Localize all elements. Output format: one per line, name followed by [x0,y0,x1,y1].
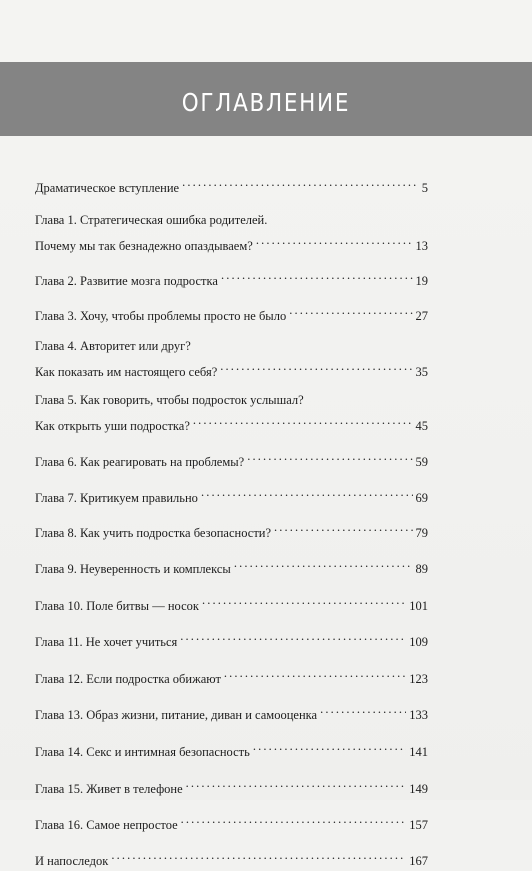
toc-entry[interactable] [35,172,428,198]
dot-leader [182,172,419,192]
toc-entry-line [35,699,428,725]
toc-page-number: 59 [415,455,428,469]
toc-entry-title: Глава 12. Если подростка обижают [35,672,221,686]
dot-leader [221,265,413,285]
header-band [0,62,532,136]
toc-entry-title: Почему мы так безнадежно опаздываем? [35,239,253,253]
toc-entry-title: Глава 14. Секс и интимная безопасность [35,745,250,759]
toc-entry[interactable] [35,626,428,652]
toc-entry[interactable] [35,553,428,579]
dot-leader [247,446,412,466]
page-title: ОГЛАВЛЕНИЕ [181,87,351,117]
dot-leader [202,590,406,610]
toc-entry[interactable] [35,845,428,871]
toc-entry-title: Глава 3. Хочу, чтобы проблемы просто не было [35,309,287,323]
dot-leader [253,736,406,756]
toc-entry[interactable] [35,390,428,436]
dot-leader [220,356,412,376]
toc-page-number: 27 [415,309,428,323]
toc-entry-title: Как показать им настоящего себя? [35,365,218,379]
toc-entry-line [35,773,428,799]
toc-entry-line [35,265,428,291]
toc-entry-line [35,172,428,198]
toc-entry[interactable] [35,265,428,291]
toc-entry-title: Глава 1. Стратегическая ошибка родителей. [35,213,268,227]
dot-leader [289,300,412,320]
dot-leader [274,517,412,537]
toc-entry[interactable] [35,517,428,543]
toc-page-number: 149 [409,782,428,796]
dot-leader [234,553,413,573]
toc-entry-line [35,809,428,835]
toc-entry-line [35,210,428,230]
toc-entry[interactable] [35,773,428,799]
toc-entry[interactable] [35,663,428,689]
dot-leader [256,230,413,250]
toc-page-number: 89 [415,562,428,576]
toc-entry-line [35,663,428,689]
toc-page-number: 5 [421,181,428,195]
toc-entry-line [35,517,428,543]
toc-entry[interactable] [35,482,428,508]
toc-entry-line [35,553,428,579]
toc-entry-line [35,356,428,382]
toc-page-number: 101 [409,599,428,613]
dot-leader [111,845,406,865]
toc-entry-title: Глава 5. Как говорить, чтобы подросток услышал? [35,393,304,407]
toc-entry-title: Глава 16. Самое непростое [35,818,178,832]
toc-entry-line [35,482,428,508]
toc-page-number: 69 [415,491,428,505]
dot-leader [320,699,406,719]
table-of-contents [35,162,428,871]
toc-entry[interactable] [35,809,428,835]
toc-entry-line [35,590,428,616]
dot-leader [181,809,407,829]
toc-entry-line [35,230,428,256]
toc-entry-line [35,446,428,472]
toc-entry-title: Глава 6. Как реагировать на проблемы? [35,455,245,469]
toc-page-number: 109 [409,635,428,649]
toc-entry[interactable] [35,336,428,382]
toc-entry-line [35,736,428,762]
toc-entry-title: Глава 4. Авторитет или друг? [35,339,191,353]
dot-leader [193,410,413,430]
toc-entry-title: Глава 15. Живет в телефоне [35,782,183,796]
toc-entry[interactable] [35,300,428,326]
toc-entry-title: Глава 10. Поле битвы — носок [35,599,199,613]
toc-entry-title: И напоследок [35,854,109,868]
toc-entry[interactable] [35,590,428,616]
toc-page-number: 123 [409,672,428,686]
dot-leader [201,482,413,502]
toc-page-number: 45 [415,419,428,433]
toc-entry-title: Глава 13. Образ жизни, питание, диван и самооценка [35,708,318,722]
toc-entry[interactable] [35,699,428,725]
toc-entry-line [35,845,428,871]
toc-entry-line [35,390,428,410]
toc-entry-title: Глава 11. Не хочет учиться [35,635,178,649]
toc-entry-title: Глава 9. Неуверенность и комплексы [35,562,231,576]
toc-entry[interactable] [35,446,428,472]
toc-entry[interactable] [35,210,428,256]
toc-page-number: 35 [415,365,428,379]
toc-entry-title: Глава 7. Критикуем правильно [35,491,198,505]
toc-entry-title: Драматическое вступление [35,181,180,195]
toc-entry-line [35,336,428,356]
toc-page-number: 141 [409,745,428,759]
toc-entry-title: Глава 8. Как учить подростка безопасности? [35,526,272,540]
toc-page-number: 167 [409,854,428,868]
dot-leader [180,626,406,646]
dot-leader [186,773,407,793]
toc-entry[interactable] [35,736,428,762]
toc-entry-title: Как открыть уши подростка? [35,419,190,433]
toc-entry-line [35,626,428,652]
toc-page-number: 157 [409,818,428,832]
toc-page-number: 19 [415,274,428,288]
toc-entry-line [35,300,428,326]
dot-leader [224,663,406,683]
toc-entry-line [35,410,428,436]
toc-page-number: 13 [415,239,428,253]
toc-entry-title: Глава 2. Развитие мозга подростка [35,274,218,288]
toc-page-number: 79 [415,526,428,540]
toc-page-number: 133 [409,708,428,722]
